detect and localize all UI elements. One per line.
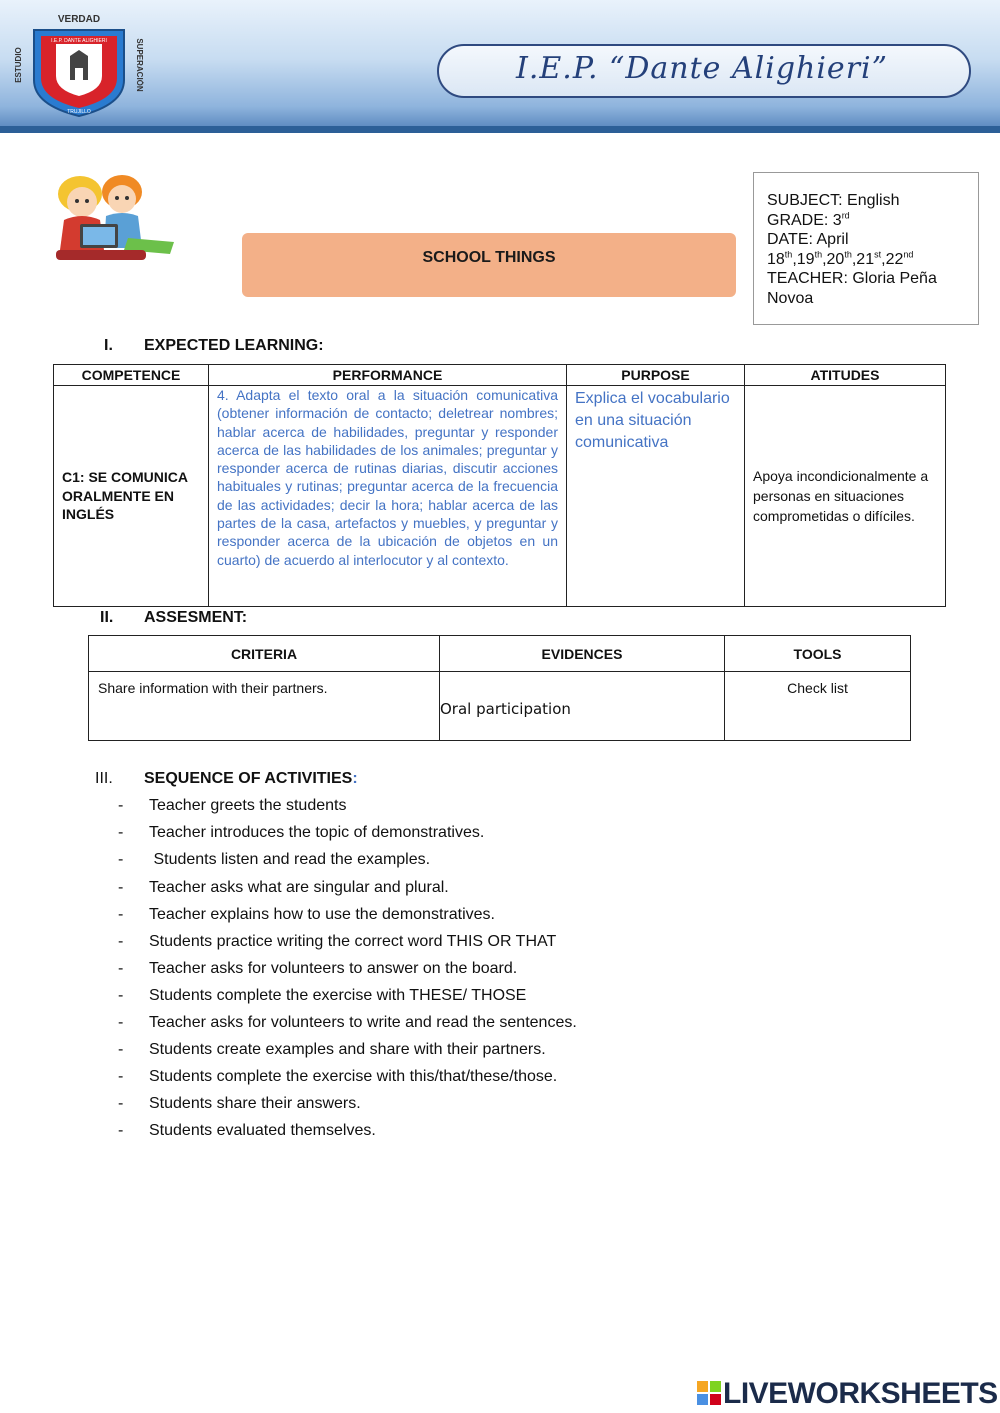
header-evidences: EVIDENCES [440, 636, 725, 672]
liveworksheets-logo-icon [697, 1381, 721, 1405]
grade-suffix: rd [841, 210, 850, 221]
header-bottom-bar [0, 126, 1000, 133]
list-bullet: - [118, 987, 124, 1004]
list-bullet: - [118, 824, 124, 841]
list-item [118, 906, 495, 924]
page-title: SCHOOL THINGS [422, 249, 556, 266]
list-bullet: - [118, 851, 124, 868]
list-bullet: - [118, 797, 124, 814]
date-day-1: 18 [767, 250, 785, 268]
class-info-box [753, 172, 979, 325]
header-attitudes: ATITUDES [745, 365, 946, 386]
activity-text: Students evaluated themselves. [149, 1122, 376, 1139]
section-1-number: I. [104, 337, 113, 354]
competence-cell: C1: SE COMUNICA ORALMENTE EN INGLÉS [54, 386, 209, 607]
list-bullet: - [118, 1041, 124, 1058]
header-performance: PERFORMANCE [209, 365, 567, 386]
date-day-3: 20 [826, 250, 845, 268]
assessment-header-row [89, 636, 911, 672]
list-bullet: - [118, 906, 124, 923]
assessment-table [88, 635, 911, 741]
section-1-title: EXPECTED LEARNING: [144, 337, 324, 354]
expected-learning-table [53, 364, 946, 607]
activity-text: Students complete the exercise with THESE/ THOSE [149, 987, 527, 1004]
activity-text: Teacher explains how to use the demonstratives. [149, 906, 495, 923]
activity-text: Teacher asks what are singular and plural. [149, 879, 449, 896]
grade-text: GRADE: 3 [767, 211, 842, 229]
activity-text: Teacher asks for volunteers to answer on the board. [149, 960, 518, 977]
section-3-title-colon: : [352, 770, 358, 787]
evidence-cell: Oral participation [440, 672, 725, 741]
kids-with-laptop-illustration [50, 168, 180, 263]
header-criteria: CRITERIA [89, 636, 440, 672]
logo-text-inner: I.E.P. DANTE ALIGHIERI [51, 38, 107, 44]
list-item [118, 987, 526, 1005]
list-item [118, 824, 484, 842]
school-crest-logo [14, 10, 144, 120]
list-item [118, 933, 556, 951]
activity-text: Students listen and read the examples. [149, 851, 431, 868]
list-item [118, 879, 449, 897]
section-3-number: III. [95, 770, 113, 787]
list-bullet: - [118, 1122, 124, 1139]
section-2-title: ASSESMENT: [144, 609, 248, 626]
list-bullet: - [118, 960, 124, 977]
date-day-5: 22 [885, 250, 904, 268]
list-bullet: - [118, 1068, 124, 1085]
list-item [118, 1068, 557, 1086]
purpose-cell: Explica el vocabulario en una situación comunicativa [567, 386, 745, 607]
date-day-4: 21 [856, 250, 875, 268]
list-item [118, 797, 346, 815]
expected-table-header-row [54, 365, 946, 386]
assessment-row [89, 672, 911, 741]
date-line: DATE: April [767, 231, 849, 248]
list-bullet: - [118, 933, 124, 950]
date-day-2: 19 [796, 250, 815, 268]
date-day-2-suffix: th [814, 249, 823, 260]
activity-text: Students share their answers. [149, 1095, 361, 1112]
section-3-title-text: SEQUENCE OF ACTIVITIES [144, 770, 353, 787]
logo-text-left: ESTUDIO [14, 47, 23, 83]
teacher-line: TEACHER: Gloria Peña Novoa [767, 270, 937, 307]
section-3-title [144, 770, 358, 788]
list-bullet: - [118, 1014, 124, 1031]
attitude-cell: Apoya incondicionalmente a personas en situaciones comprometidas o difíciles. [745, 386, 946, 607]
activity-text: Students create examples and share with their partners. [149, 1041, 546, 1058]
activity-text: Teacher asks for volunteers to write and read the sentences. [149, 1014, 577, 1031]
list-bullet: - [118, 879, 124, 896]
list-item [118, 1122, 376, 1140]
school-name: I.E.P. “Dante Alighieri” [516, 51, 888, 86]
liveworksheets-brand: LIVEWORKSHEETS [723, 1377, 998, 1410]
logo-text-right: SUPERACIÓN [135, 38, 144, 92]
activity-text: Students complete the exercise with this/that/these/those. [149, 1068, 558, 1085]
logo-text-bottom: TRUJILLO [67, 109, 91, 115]
activity-text: Teacher greets the students [149, 797, 347, 814]
grade-line [767, 211, 966, 231]
logo-text-top: VERDAD [57, 14, 101, 25]
list-item [118, 1014, 577, 1032]
date-day-3-suffix: th [844, 249, 852, 260]
expected-table-row [54, 386, 946, 607]
criteria-cell: Share information with their partners. [89, 672, 440, 741]
list-item [118, 1041, 546, 1059]
list-item [118, 1095, 361, 1113]
list-item [118, 851, 430, 869]
header-purpose: PURPOSE [567, 365, 745, 386]
header-tools: TOOLS [725, 636, 911, 672]
date-day-1-suffix: th [784, 249, 793, 260]
section-2-number: II. [100, 609, 114, 626]
activity-text: Students practice writing the correct word THIS OR THAT [149, 933, 557, 950]
performance-cell: 4. Adapta el texto oral a la situación comunicativa (obtener información de contacto; deletrear nombres; hablar acerca de habilidades, preguntar y responder acerca de las habilidades de los animales; preguntar y responder acerca de rutinas diarias, discutir acciones habituales y rutinas; preguntar acerca de la frecuencia de las actividades; decir la hora; hablar acerca de las partes de la casa, artefactos y muebles, y preguntar y responder acerca de la ubicación de objetos en un cuarto) de acuerdo al interlocutor y al contexto. [209, 386, 567, 607]
list-bullet: - [118, 1095, 124, 1112]
date-day-4-suffix: st [874, 249, 882, 260]
tool-cell: Check list [725, 672, 911, 741]
date-day-5-suffix: nd [903, 249, 914, 260]
date-days: 18th,19th,20th,21st,22nd [767, 249, 914, 268]
activity-text: Teacher introduces the topic of demonstratives. [149, 824, 485, 841]
header-competence: COMPETENCE [54, 365, 209, 386]
subject-line: SUBJECT: English [767, 192, 900, 209]
list-item [118, 960, 517, 978]
